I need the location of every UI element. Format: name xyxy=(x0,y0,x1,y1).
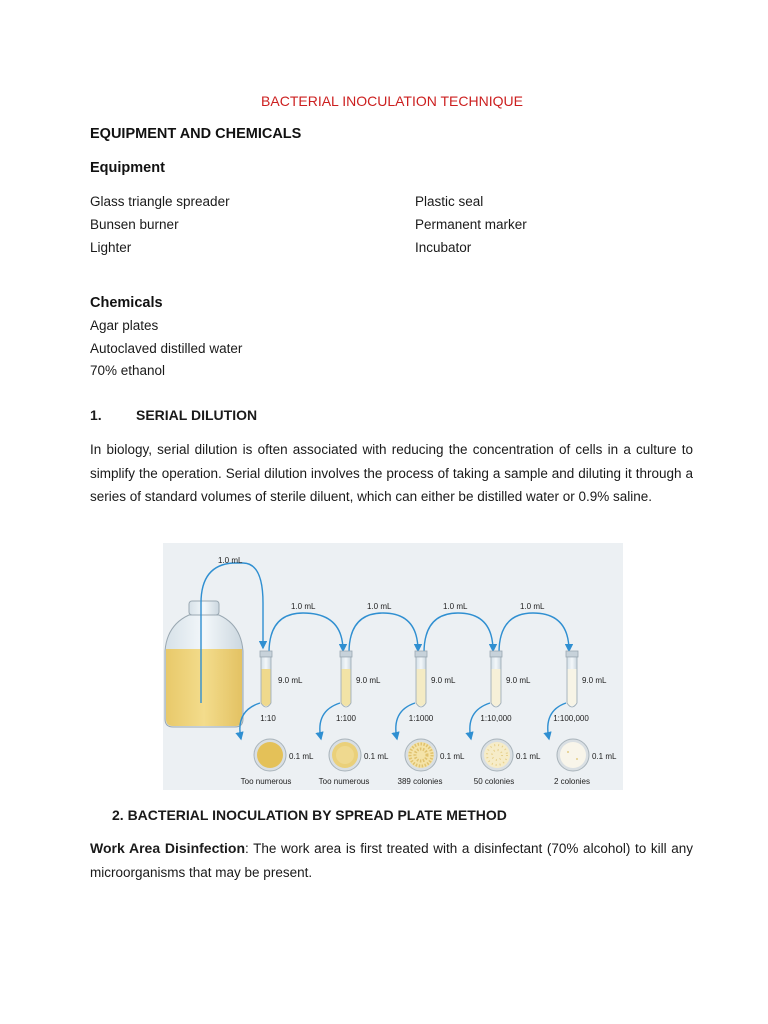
transfer-arrow xyxy=(269,613,343,653)
test-tube xyxy=(340,651,352,707)
petri-dish xyxy=(557,739,589,771)
plate-volume-label: 0.1 mL xyxy=(289,752,314,761)
equipment-item: Bunsen burner xyxy=(90,217,179,232)
tube-volume-label: 9.0 mL xyxy=(506,676,531,685)
transfer-label: 1.0 mL xyxy=(367,602,392,611)
chemicals-heading: Chemicals xyxy=(90,295,163,311)
plate-volume-label: 0.1 mL xyxy=(516,752,541,761)
equipment-heading: Equipment xyxy=(90,160,165,176)
transfer-arrow xyxy=(349,613,418,653)
result-label: 50 colonies xyxy=(473,777,515,786)
first-transfer-label: 1.0 mL xyxy=(218,556,243,565)
work-area-disinfection-lead: Work Area Disinfection xyxy=(90,840,246,856)
test-tube xyxy=(260,651,272,707)
section2-paragraph xyxy=(90,837,693,884)
plate-volume-label: 0.1 mL xyxy=(592,752,617,761)
transfer-label: 1.0 mL xyxy=(443,602,468,611)
section2-title: 2. BACTERIAL INOCULATION BY SPREAD PLATE METHOD xyxy=(112,807,507,823)
work-area-disinfection-text: : The work area is first treated with a disinfectant (70% alcohol) to kill any microorganisms that may be present. xyxy=(90,841,693,880)
tube-volume-label: 9.0 mL xyxy=(582,676,607,685)
dilution-label: 1:1000 xyxy=(408,714,434,723)
equipment-item: Plastic seal xyxy=(415,194,484,209)
serial-dilution-figure xyxy=(163,543,623,790)
dilution-label: 1:10,000 xyxy=(480,714,512,723)
test-tube xyxy=(490,651,502,707)
equipment-item: Incubator xyxy=(415,240,472,255)
equipment-item: Glass triangle spreader xyxy=(90,194,230,209)
transfer-arrow xyxy=(499,613,569,653)
plate-volume-label: 0.1 mL xyxy=(364,752,389,761)
tube-volume-label: 9.0 mL xyxy=(356,676,381,685)
dilution-label: 1:10 xyxy=(260,714,276,723)
chemical-item: 70% ethanol xyxy=(90,363,166,378)
tube-volume-label: 9.0 mL xyxy=(278,676,303,685)
result-label: Too numerous xyxy=(318,777,370,786)
stock-bottle xyxy=(165,601,243,727)
petri-dish xyxy=(405,739,437,771)
chemical-item: Autoclaved distilled water xyxy=(90,341,243,356)
equipment-item: Permanent marker xyxy=(415,217,527,232)
result-label: 389 colonies xyxy=(397,777,443,786)
equipment-item: Lighter xyxy=(90,240,132,255)
plate-volume-label: 0.1 mL xyxy=(440,752,465,761)
dilution-label: 1:100 xyxy=(335,714,357,723)
tube-volume-label: 9.0 mL xyxy=(431,676,456,685)
petri-dish xyxy=(254,739,286,771)
equipment-chemicals-heading: EQUIPMENT AND CHEMICALS xyxy=(90,126,302,142)
petri-dish xyxy=(329,739,361,771)
dilution-label: 1:100,000 xyxy=(553,714,589,723)
result-label: 2 colonies xyxy=(553,777,591,786)
section1-paragraph: In biology, serial dilution is often associated with reducing the concentration of cells in a culture to simplify the operation. Serial dilution involves the process of taking a sample and diluting it through a series of standard volumes of sterile diluent, which can either be distilled water or 0.9% saline. xyxy=(90,442,693,504)
section1-title: SERIAL DILUTION xyxy=(136,407,258,423)
test-tube xyxy=(415,651,427,707)
transfer-label: 1.0 mL xyxy=(520,602,545,611)
document-title: BACTERIAL INOCULATION TECHNIQUE xyxy=(261,93,523,109)
transfer-arrow xyxy=(424,613,493,653)
transfer-label: 1.0 mL xyxy=(291,602,316,611)
chemical-item: Agar plates xyxy=(90,318,159,333)
test-tube xyxy=(566,651,578,707)
result-label: Too numerous xyxy=(240,777,292,786)
section1-number: 1. xyxy=(90,407,102,423)
petri-dish xyxy=(481,739,513,771)
